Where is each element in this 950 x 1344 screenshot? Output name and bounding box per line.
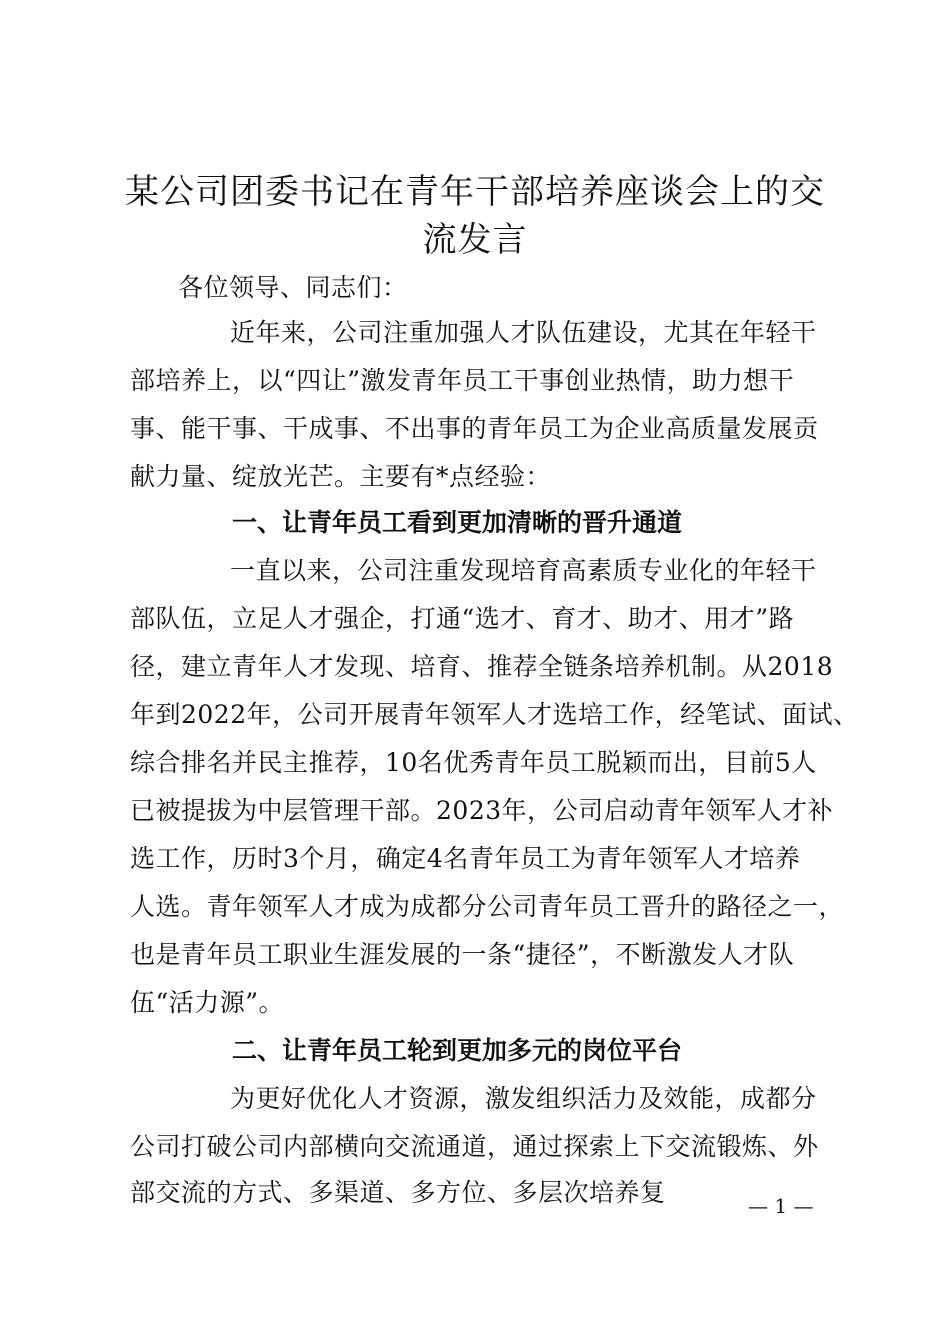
intro-line: 部培养上，以“四让”激发青年员工干事创业热情，助力想干 [130, 366, 795, 395]
section-heading-1: 一、让青年员工看到更加清晰的晋升通道 [232, 508, 683, 537]
section1-line: 伍“活力源”。 [130, 988, 285, 1017]
intro-line: 献力量、绽放光芒。主要有*点经验： [130, 462, 552, 491]
section1-line: 已被提拔为中层管理干部。2023年，公司启动青年领军人才补 [130, 796, 834, 825]
intro-line: 事、能干事、干成事、不出事的青年员工为企业高质量发展贡 [130, 414, 819, 443]
section2-line: 为更好优化人才资源，激发组织活力及效能，成都分 [230, 1084, 817, 1113]
section1-line: 年到2022年，公司开展青年领军人才选培工作，经笔试、面试、 [130, 700, 859, 729]
section1-line: 人选。青年领军人才成为成都分公司青年员工晋升的路径之一， [130, 892, 845, 921]
title-line-1: 某公司团委书记在青年干部培养座谈会上的交 [125, 172, 825, 212]
section1-line: 一直以来，公司注重发现培育高素质专业化的年轻干 [230, 556, 817, 585]
section2-line: 部交流的方式、多渠道、多方位、多层次培养复 [130, 1178, 666, 1207]
section1-line: 也是青年员工职业生涯发展的一条“捷径”，不断激发人才队 [130, 940, 795, 969]
document-title [110, 168, 840, 264]
section2-line: 公司打破公司内部横向交流通道，通过探索上下交流锻炼、外 [130, 1132, 819, 1161]
section1-line: 综合排名并民主推荐，10名优秀青年员工脱颖而出，目前5人 [130, 748, 817, 777]
intro-line: 近年来，公司注重加强人才队伍建设，尤其在年轻干 [230, 318, 817, 347]
page-number: — 1 — [748, 1194, 814, 1218]
section-heading-2: 二、让青年员工轮到更加多元的岗位平台 [232, 1036, 683, 1065]
salutation: 各位领导、同志们： [178, 273, 408, 302]
section1-line: 部队伍，立足人才强企，打通“选才、育才、助才、用才”路 [130, 604, 795, 633]
section1-line: 选工作，历时3个月，确定4名青年员工为青年领军人才培养 [130, 844, 801, 873]
title-line-2: 流发言 [422, 220, 528, 260]
section1-line: 径，建立青年人才发现、培育、推荐全链条培养机制。从2018 [130, 652, 834, 681]
